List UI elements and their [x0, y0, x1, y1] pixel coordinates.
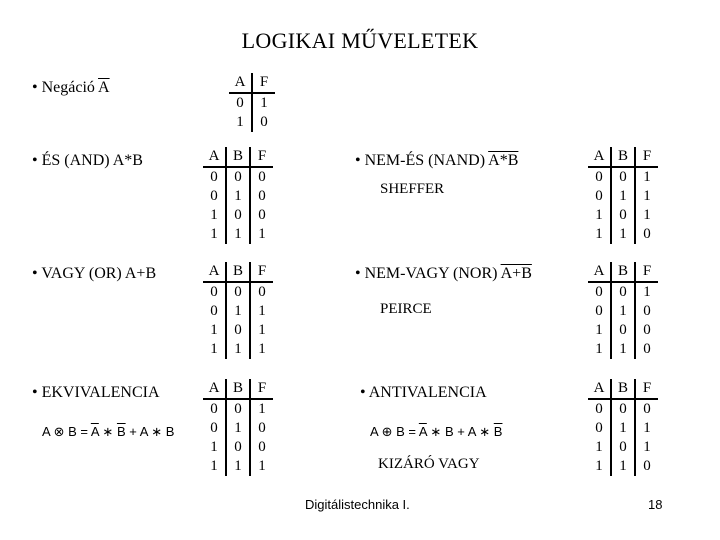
truth-table-cell: 1 [250, 340, 273, 359]
truth-table-cell: 1 [595, 322, 603, 338]
truth-table-row [203, 282, 273, 302]
truth-table-row [203, 225, 273, 244]
truth-table-cell: 1 [210, 207, 218, 223]
truth-table-header: A [588, 147, 611, 167]
truth-table-cell: 1 [611, 225, 635, 244]
truth-table-row [588, 438, 658, 457]
truth-table-row [588, 206, 658, 225]
truth-table-header: A [203, 147, 226, 167]
truth-table-cell: 1 [595, 226, 603, 242]
truth-table-cell: 0 [250, 282, 273, 302]
equivalence-truth-table [203, 379, 273, 476]
truth-table-header: A [203, 379, 226, 399]
truth-table-cell: 0 [236, 95, 244, 111]
negation-truth-table [229, 73, 275, 132]
truth-table-cell: 0 [250, 187, 273, 206]
truth-table-cell: 0 [210, 303, 218, 319]
nor-expression: A+B [500, 265, 532, 282]
truth-table-header: F [252, 73, 275, 93]
truth-table-row [588, 340, 658, 359]
truth-table-row [203, 457, 273, 476]
and-label: • ÉS (AND) A*B [32, 152, 143, 169]
truth-table-cell: 1 [210, 322, 218, 338]
truth-table-cell: 1 [210, 226, 218, 242]
nand-label-text: • NEM-ÉS (NAND) [355, 152, 489, 169]
truth-table-header: B [611, 262, 635, 282]
truth-table-row [588, 225, 658, 244]
truth-table-cell: 1 [611, 340, 635, 359]
truth-table-header: B [226, 147, 250, 167]
antivalence-formula: A ⊕ $B = \overline{A}$ ∗ B + A ∗ $\overline{B}$ [370, 424, 503, 439]
truth-table-cell: 1 [236, 114, 244, 130]
truth-table-cell: 1 [210, 458, 218, 474]
truth-table-row [203, 206, 273, 225]
truth-table-cell: 1 [250, 321, 273, 340]
truth-table-cell: 0 [635, 225, 658, 244]
negation-label-text: • Negáció [32, 79, 99, 96]
truth-table-cell: 1 [595, 439, 603, 455]
truth-table-cell: 1 [226, 302, 250, 321]
truth-table-cell: 1 [635, 206, 658, 225]
truth-table-cell: 0 [595, 169, 603, 185]
equivalence-formula-lhs: A ⊗ B = [42, 424, 91, 439]
truth-table-row [203, 187, 273, 206]
truth-table-header: B [226, 379, 250, 399]
truth-table-cell: 0 [226, 282, 250, 302]
truth-table-cell: 0 [210, 188, 218, 204]
truth-table-cell: 0 [611, 438, 635, 457]
truth-table-cell: 0 [250, 419, 273, 438]
truth-table-cell: 0 [611, 167, 635, 187]
truth-table-header: A [588, 262, 611, 282]
truth-table-cell: 1 [595, 458, 603, 474]
truth-table-row [203, 438, 273, 457]
truth-table-cell: 0 [635, 302, 658, 321]
truth-table-cell: 1 [611, 457, 635, 476]
truth-table-cell: 1 [250, 302, 273, 321]
negation-label [32, 79, 110, 97]
antivalence-term-b-negated: $\overline{B}$ [493, 424, 503, 439]
truth-table-row [203, 302, 273, 321]
truth-table-cell: 1 [226, 187, 250, 206]
truth-table-cell: 0 [595, 284, 603, 300]
nand-label [355, 152, 518, 170]
truth-table-row [588, 167, 658, 187]
truth-table-cell: 0 [595, 401, 603, 417]
truth-table-cell: 0 [252, 113, 275, 132]
truth-table-cell: 0 [635, 340, 658, 359]
truth-table-header: F [250, 147, 273, 167]
footer-source: Digitálistechnika I. [305, 497, 410, 512]
truth-table-cell: 0 [250, 438, 273, 457]
truth-table-header: A [229, 73, 252, 93]
truth-table-cell: 1 [250, 225, 273, 244]
truth-table-row [588, 399, 658, 419]
truth-table-cell: 0 [611, 282, 635, 302]
truth-table-cell: 0 [210, 284, 218, 300]
truth-table-header: A [588, 379, 611, 399]
truth-table-cell: 1 [210, 439, 218, 455]
truth-table-cell: 0 [226, 206, 250, 225]
truth-table-row [203, 167, 273, 187]
truth-table-row [588, 187, 658, 206]
truth-table-cell: 0 [611, 321, 635, 340]
truth-table-cell: 0 [226, 167, 250, 187]
slide-title: LOGIKAI MŰVELETEK [241, 28, 479, 53]
truth-table-cell: 1 [611, 419, 635, 438]
truth-table-row [203, 321, 273, 340]
or-truth-table [203, 262, 273, 359]
nor-label-text: • NEM-VAGY (NOR) [355, 265, 501, 282]
truth-table-header: F [250, 379, 273, 399]
truth-table-cell: 0 [250, 167, 273, 187]
antivalence-truth-table [588, 379, 658, 476]
antivalence-label: • ANTIVALENCIA [360, 384, 487, 401]
or-label: • VAGY (OR) A+B [32, 265, 157, 282]
truth-table-cell: 0 [250, 206, 273, 225]
truth-table-cell: 1 [611, 302, 635, 321]
antivalence-term-a-negated: $\overline{A}$ [418, 424, 427, 439]
equivalence-label: • EKVIVALENCIA [32, 384, 160, 401]
truth-table-cell: 0 [210, 169, 218, 185]
equivalence-formula: A ⊗ $B = \overline{A}$ ∗ $\overline{B} + A$ ∗ B [42, 424, 175, 439]
negation-expression: $\overline{A}$ [98, 79, 110, 96]
truth-table-cell: 1 [595, 207, 603, 223]
truth-table-header: A [203, 262, 226, 282]
truth-table-row [229, 93, 275, 113]
truth-table-cell: 1 [635, 187, 658, 206]
antivalence-term-a: + A ∗ [453, 424, 494, 439]
truth-table-row [229, 113, 275, 132]
truth-table-cell: 1 [250, 457, 273, 476]
truth-table-row [588, 457, 658, 476]
truth-table-cell: 0 [226, 438, 250, 457]
nand-expression: A*B [488, 152, 519, 169]
truth-table-header: B [611, 379, 635, 399]
truth-table-cell: 1 [595, 341, 603, 357]
truth-table-cell: 0 [226, 399, 250, 419]
truth-table-cell: 0 [595, 303, 603, 319]
truth-table-cell: 0 [611, 399, 635, 419]
truth-table-header: B [611, 147, 635, 167]
truth-table-row [203, 419, 273, 438]
truth-table-header: F [635, 262, 658, 282]
truth-table-cell: 0 [595, 188, 603, 204]
truth-table-cell: 1 [635, 438, 658, 457]
antivalence-term-b: B [444, 424, 454, 439]
truth-table-header: F [635, 147, 658, 167]
truth-table-header: F [635, 379, 658, 399]
truth-table-cell: 1 [226, 225, 250, 244]
antivalence-formula-lhs: A ⊕ B = [370, 424, 419, 439]
equivalence-term-ab: + A ∗ B [125, 424, 175, 439]
truth-table-cell: 1 [635, 167, 658, 187]
truth-table-row [588, 302, 658, 321]
truth-table-cell: 0 [635, 457, 658, 476]
truth-table-row [588, 321, 658, 340]
nor-label [355, 265, 532, 283]
antivalence-alias: KIZÁRÓ VAGY [378, 456, 480, 472]
nor-alias: PEIRCE [380, 301, 432, 317]
equivalence-term-b-negated: $\overline{B}$ [116, 424, 126, 439]
nor-truth-table [588, 262, 658, 359]
truth-table-cell: 1 [226, 419, 250, 438]
truth-table-cell: 1 [250, 399, 273, 419]
truth-table-row [588, 419, 658, 438]
truth-table-cell: 0 [611, 206, 635, 225]
truth-table-header: B [226, 262, 250, 282]
truth-table-cell: 0 [635, 399, 658, 419]
truth-table-cell: 1 [210, 341, 218, 357]
truth-table-row [588, 282, 658, 302]
truth-table-cell: 1 [635, 419, 658, 438]
truth-table-cell: 0 [226, 321, 250, 340]
truth-table-cell: 1 [635, 282, 658, 302]
truth-table-cell: 0 [210, 401, 218, 417]
truth-table-header: F [250, 262, 273, 282]
and-truth-table [203, 147, 273, 244]
page-number: 18 [648, 497, 663, 512]
nand-alias: SHEFFER [380, 181, 445, 197]
truth-table-cell: 1 [226, 457, 250, 476]
equivalence-term-a-negated: $\overline{A}$ [90, 424, 99, 439]
truth-table-cell: 0 [210, 420, 218, 436]
truth-table-cell: 1 [252, 93, 275, 113]
truth-table-cell: 0 [635, 321, 658, 340]
truth-table-cell: 0 [595, 420, 603, 436]
truth-table-cell: 1 [226, 340, 250, 359]
truth-table-row [203, 399, 273, 419]
nand-truth-table [588, 147, 658, 244]
truth-table-row [203, 340, 273, 359]
truth-table-cell: 1 [611, 187, 635, 206]
